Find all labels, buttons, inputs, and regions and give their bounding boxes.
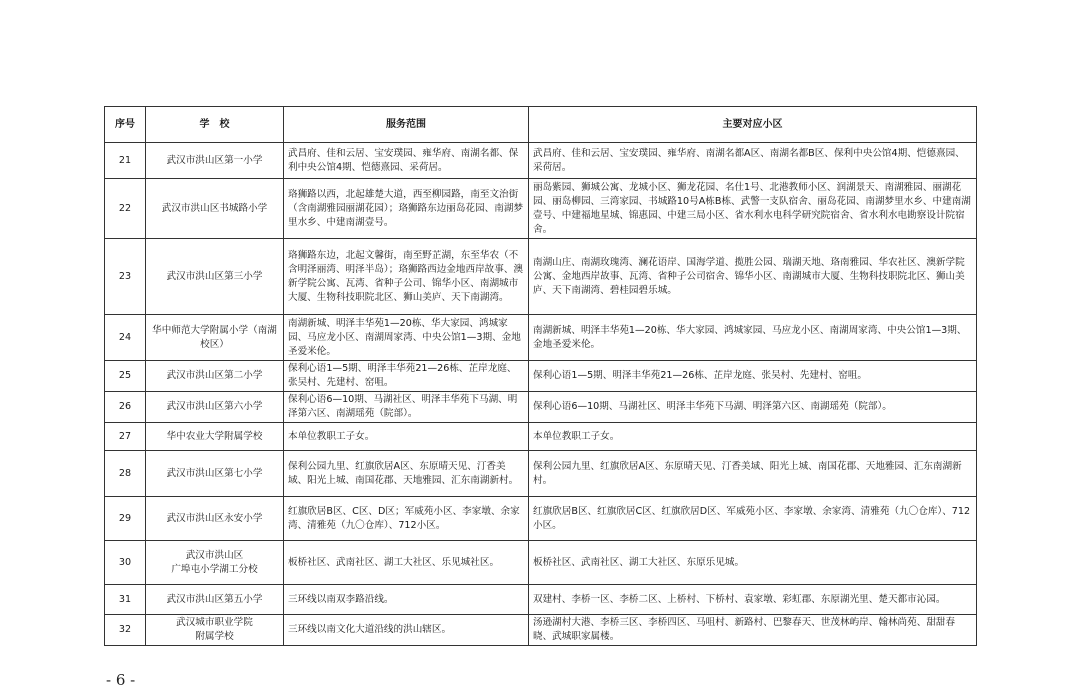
school-name: 武汉市洪山区第三小学 xyxy=(146,239,284,315)
row-index: 24 xyxy=(105,315,146,361)
row-index: 26 xyxy=(105,392,146,423)
row-index: 31 xyxy=(105,585,146,615)
table-row xyxy=(105,392,977,423)
table-row xyxy=(105,451,977,497)
school-name: 武汉市洪山区第一小学 xyxy=(146,143,284,179)
service-scope: 本单位教职工子女。 xyxy=(284,423,529,451)
corresponding-communities: 本单位教职工子女。 xyxy=(529,423,977,451)
school-name: 武汉市洪山区永安小学 xyxy=(146,497,284,541)
corresponding-communities: 红旗欣居B区、红旗欣居C区、红旗欣居D区、军威苑小区、李家墩、余家湾、清雅苑（九〇仓库）、712小区。 xyxy=(529,497,977,541)
service-scope: 三环线以南文化大道沿线的洪山辖区。 xyxy=(284,615,529,646)
corresponding-communities: 保利心语6—10期、马湖社区、明泽丰华苑下马湖、明泽第六区、南湖瑶苑（院部）。 xyxy=(529,392,977,423)
row-index: 28 xyxy=(105,451,146,497)
row-index: 25 xyxy=(105,361,146,392)
row-index: 30 xyxy=(105,541,146,585)
corresponding-communities: 南湖山庄、南湖玫瑰湾、澜花语岸、国海学道、揽胜公园、瑞湖天地、珞南雅园、华农社区、澳新学院公寓、金地西岸故事、瓦湾、省种子公司宿舍、锦华小区、南湖城市大厦、生物科技职院北区、狮山美庐、天下南湖湾、碧桂园碧乐城。 xyxy=(529,239,977,315)
table-row xyxy=(105,423,977,451)
school-name: 武汉市洪山区第二小学 xyxy=(146,361,284,392)
service-scope: 保利心语1—5期、明泽丰华苑21—26栋、芷岸龙庭、张吴村、先建村、窑咀。 xyxy=(284,361,529,392)
service-scope: 武昌府、佳和云居、宝安璞园、雍华府、南湖名都、保利中央公馆4期、恺德熹园、采荷居。 xyxy=(284,143,529,179)
table-row xyxy=(105,541,977,585)
table-body xyxy=(105,143,977,646)
school-name: 武汉市洪山区 广埠屯小学湖工分校 xyxy=(146,541,284,585)
service-scope: 板桥社区、武南社区、湖工大社区、乐见城社区。 xyxy=(284,541,529,585)
school-name: 华中农业大学附属学校 xyxy=(146,423,284,451)
row-index: 21 xyxy=(105,143,146,179)
service-scope: 南湖新城、明泽丰华苑1—20栋、华大家园、鸿城家园、马应龙小区、南湖周家湾、中央公馆1—3期、金地圣爱米伦。 xyxy=(284,315,529,361)
corresponding-communities: 保利心语1—5期、明泽丰华苑21—26栋、芷岸龙庭、张吴村、先建村、窑咀。 xyxy=(529,361,977,392)
school-name: 武汉市洪山区书城路小学 xyxy=(146,179,284,239)
row-index: 23 xyxy=(105,239,146,315)
table-row xyxy=(105,179,977,239)
row-index: 32 xyxy=(105,615,146,646)
school-name: 华中师范大学附属小学（南湖校区） xyxy=(146,315,284,361)
table-row xyxy=(105,239,977,315)
school-name: 武汉市洪山区第七小学 xyxy=(146,451,284,497)
header-index: 序号 xyxy=(105,107,146,143)
table-row xyxy=(105,315,977,361)
row-index: 22 xyxy=(105,179,146,239)
table-row xyxy=(105,143,977,179)
school-name: 武汉市洪山区第五小学 xyxy=(146,585,284,615)
service-scope: 保利公园九里、红旗欣居A区、东原晴天见、汀香美域、阳光上城、南国花郡、天地雅园、汇东南湖新村。 xyxy=(284,451,529,497)
service-scope: 红旗欣居B区、C区、D区；军威苑小区、李家墩、余家湾、清雅苑（九〇仓库）、712小区。 xyxy=(284,497,529,541)
table-row xyxy=(105,585,977,615)
corresponding-communities: 双建村、李桥一区、李桥二区、上桥村、下桥村、袁家墩、彩虹郡、东原湖光里、楚天都市沁园。 xyxy=(529,585,977,615)
corresponding-communities: 板桥社区、武南社区、湖工大社区、东原乐见城。 xyxy=(529,541,977,585)
row-index: 29 xyxy=(105,497,146,541)
school-name: 武汉城市职业学院 附属学校 xyxy=(146,615,284,646)
school-district-table xyxy=(104,106,977,646)
service-scope: 三环线以南双李路沿线。 xyxy=(284,585,529,615)
corresponding-communities: 丽岛紫园、狮城公寓、龙城小区、狮龙花园、名仕1号、北港教师小区、润湖景天、南湖雅园、丽湖花园、丽岛柳园、三湾家园、书城路10号A栋B栋、武警一支队宿舍、丽岛花园、南湖梦里水乡、中建南湖壹号、中建福地星城、锦惠园、中建三局小区、省水利水电科学研究院宿舍、省水利水电勘察设计院宿舍。 xyxy=(529,179,977,239)
service-scope: 珞狮路东边，北起文馨街，南至野芷湖，东至华农（不含明泽丽湾、明泽半岛）；珞狮路西边金地西岸故事、澳新学院公寓、瓦湾、省种子公司、锦华小区、南湖城市大厦、生物科技职院北区、狮山美庐、天下南湖湾。 xyxy=(284,239,529,315)
header-communities: 主要对应小区 xyxy=(529,107,977,143)
page-number: - 6 - xyxy=(106,671,136,689)
service-scope: 珞狮路以西，北起雄楚大道，西至柳园路，南至文治街（含南湖雅园丽湖花园）；珞狮路东边丽岛花园、南湖梦里水乡、中建南湖壹号。 xyxy=(284,179,529,239)
table-header-row xyxy=(105,107,977,143)
corresponding-communities: 汤逊湖村大港、李桥三区、李桥四区、马咀村、新路村、巴黎春天、世茂林屿岸、翰林尚苑、甜甜春晓、武城职家属楼。 xyxy=(529,615,977,646)
table-row xyxy=(105,361,977,392)
school-name: 武汉市洪山区第六小学 xyxy=(146,392,284,423)
corresponding-communities: 保利公园九里、红旗欣居A区、东原晴天见、汀香美域、阳光上城、南国花郡、天地雅园、汇东南湖新村。 xyxy=(529,451,977,497)
table-row xyxy=(105,497,977,541)
service-scope: 保利心语6—10期、马湖社区、明泽丰华苑下马湖、明泽第六区、南湖瑶苑（院部）。 xyxy=(284,392,529,423)
header-service-scope: 服务范围 xyxy=(284,107,529,143)
table-row xyxy=(105,615,977,646)
row-index: 27 xyxy=(105,423,146,451)
corresponding-communities: 南湖新城、明泽丰华苑1—20栋、华大家园、鸿城家园、马应龙小区、南湖周家湾、中央公馆1—3期、金地圣爱米伦。 xyxy=(529,315,977,361)
corresponding-communities: 武昌府、佳和云居、宝安璞园、雍华府、南湖名都A区、南湖名都B区、保利中央公馆4期、恺德熹园、采荷居。 xyxy=(529,143,977,179)
header-school: 学 校 xyxy=(146,107,284,143)
